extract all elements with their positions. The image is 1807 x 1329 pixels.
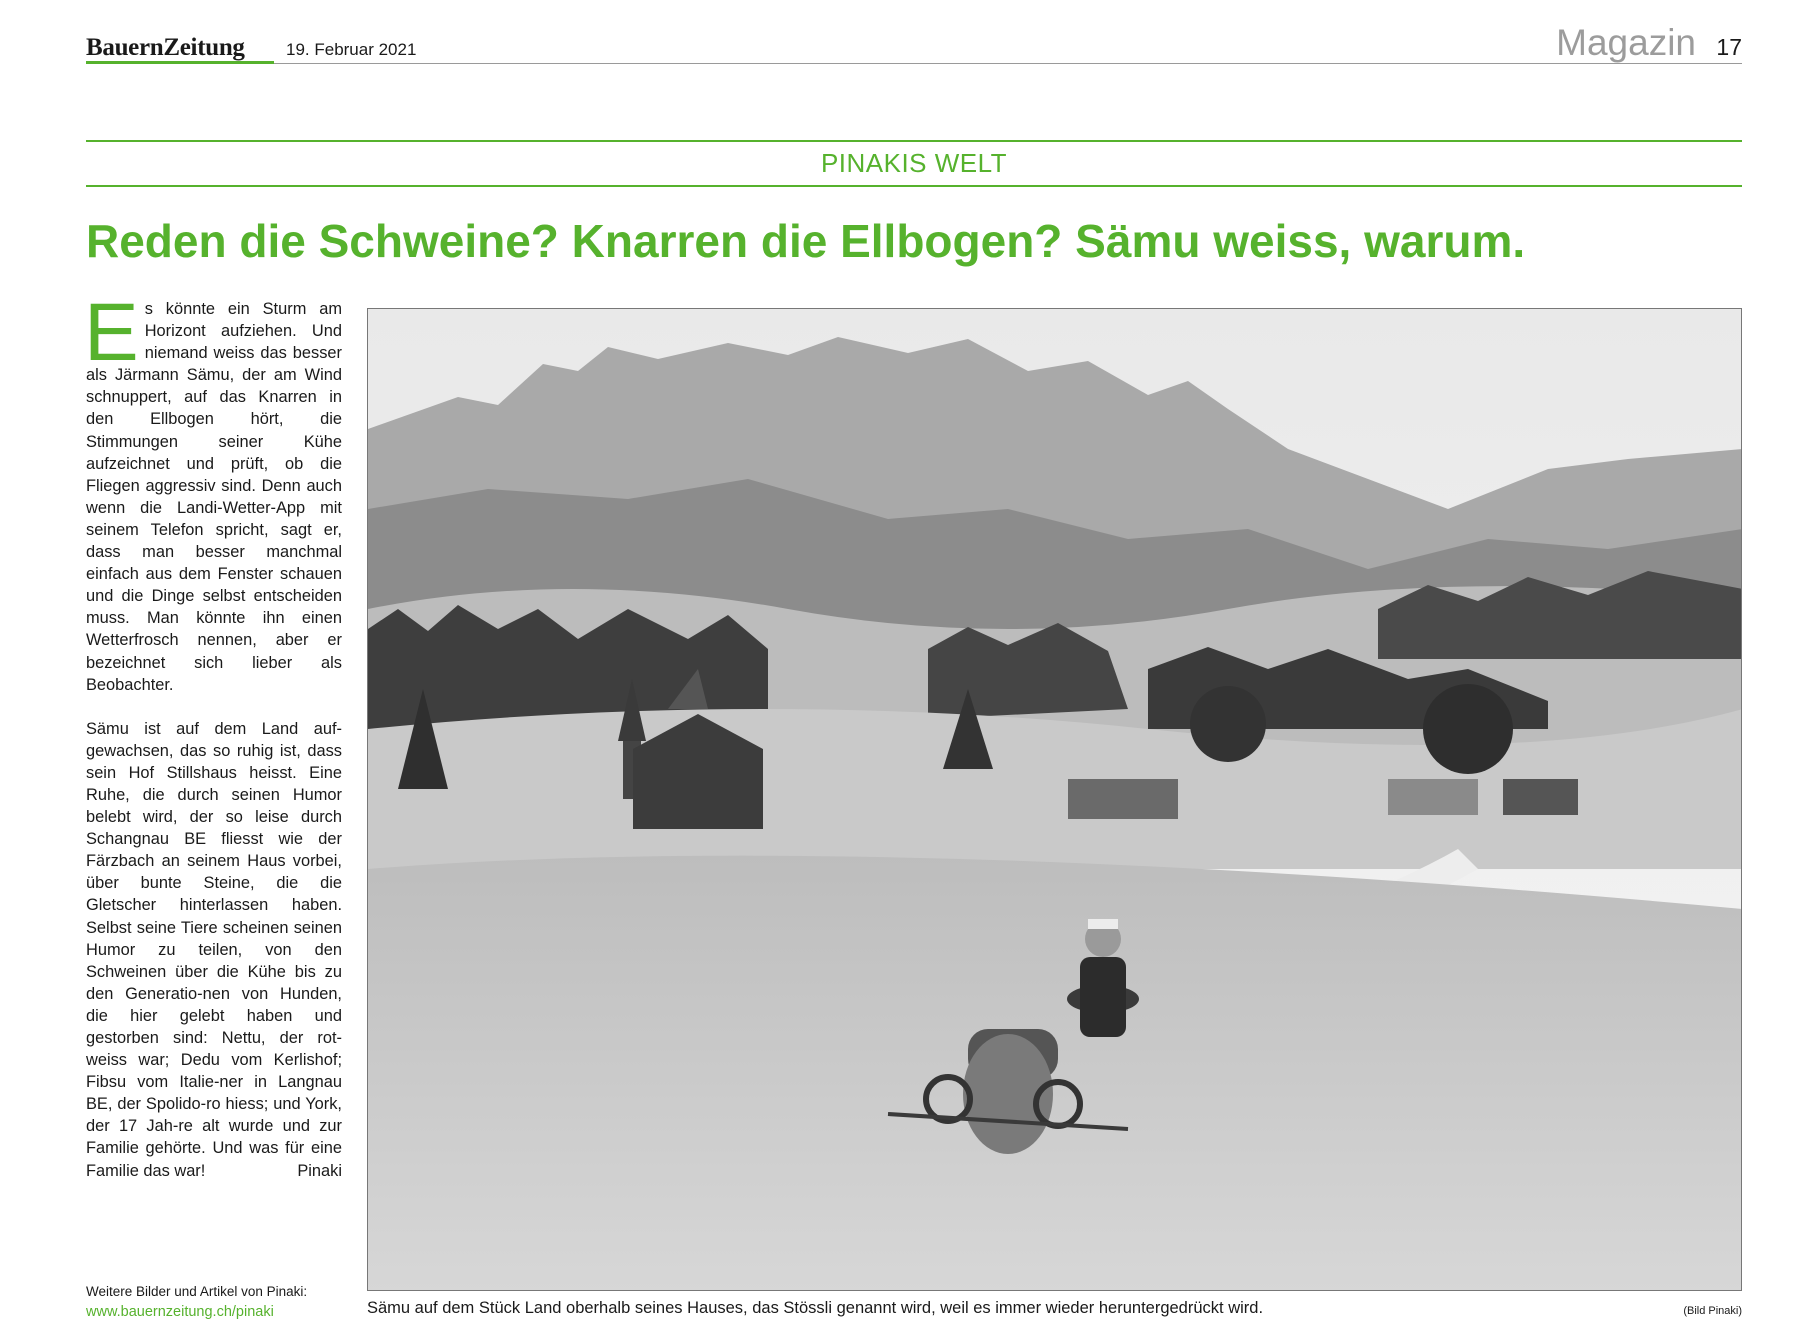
author-signature: Pinaki <box>297 1161 342 1180</box>
photo-caption: Sämu auf dem Stück Land oberhalb seines Hauses, das Stössli genannt wird, weil es immer wieder heruntergedrückt wird. <box>367 1299 1264 1317</box>
article-body <box>84 287 342 1204</box>
logo-underline <box>86 61 274 64</box>
more-articles-label: Weitere Bilder und Artikel von Pinaki: <box>86 1284 308 1299</box>
newspaper-logo: BauernZeitung <box>86 34 245 61</box>
photo-credit: (Bild Pinaki) <box>1683 1305 1742 1317</box>
masthead <box>86 22 1742 64</box>
rubric-rule-top <box>86 140 1742 142</box>
issue-date: 19. Februar 2021 <box>286 40 417 59</box>
paragraph-2-text: Sämu ist auf dem Land auf-gewachsen, das so ruhig ist, dass sein Hof Stillshaus heisst. Eine Ruhe, die durch seinen Humor belebt wird, der so leise durch Schangnau BE fliesst wie der Färzbach an seinem Haus vorbei, über bunte Steine, die die Gletscher hinterlassen haben. Selbst seine Tiere scheinen seinen Humor zu teilen, von den Schweinen über die Kühe bis zu den Generatio-nen von Hunden, die hier gelebt haben und gestorben sind: Nettu, der rot-weiss war; Dedu vom Kerlishof; Fibsu vom Italie-ner in Langnau BE, der Spolido-ro hiess; und York, der 17 Jah-re alt wurde und zur Familie gehörte. Und was für eine Familie das war! <box>86 719 342 1180</box>
article-photo <box>367 308 1742 1291</box>
article-headline: Reden die Schweine? Knarren die Ellbogen? Sämu weiss, warum. <box>86 215 1526 267</box>
article-paragraph-2 <box>86 718 342 1182</box>
paragraph-1-text: s könnte ein Sturm am Horizont aufziehen. Und niemand weiss das besser als Järmann Sämu, der am Wind schnuppert, auf das Knarren in den Ellbogen hört, die Stimmungen seiner Kühe aufzeichnet und prüft, ob die Fliegen aggressiv sind. Denn auch wenn die Landi-Wetter-App mit seinem Telefon spricht, sagt er, dass man besser manchmal einfach aus dem Fenster schauen und die Dinge selbst entscheiden muss. Man könnte ihn einen Wetterfrosch nennen, aber er bezeichnet sich lieber als Beobachter. <box>86 300 342 694</box>
rubric-rule-bottom <box>86 185 1742 187</box>
drop-cap: E <box>84 287 139 378</box>
landscape-photo-illustration <box>368 309 1742 1291</box>
page-number: 17 <box>1716 34 1742 60</box>
section-name: Magazin <box>1556 22 1696 63</box>
column-rubric: PINAKIS WELT <box>820 148 1008 178</box>
article-paragraph-1 <box>84 287 342 696</box>
more-articles-link[interactable]: www.bauernzeitung.ch/pinaki <box>86 1304 274 1320</box>
